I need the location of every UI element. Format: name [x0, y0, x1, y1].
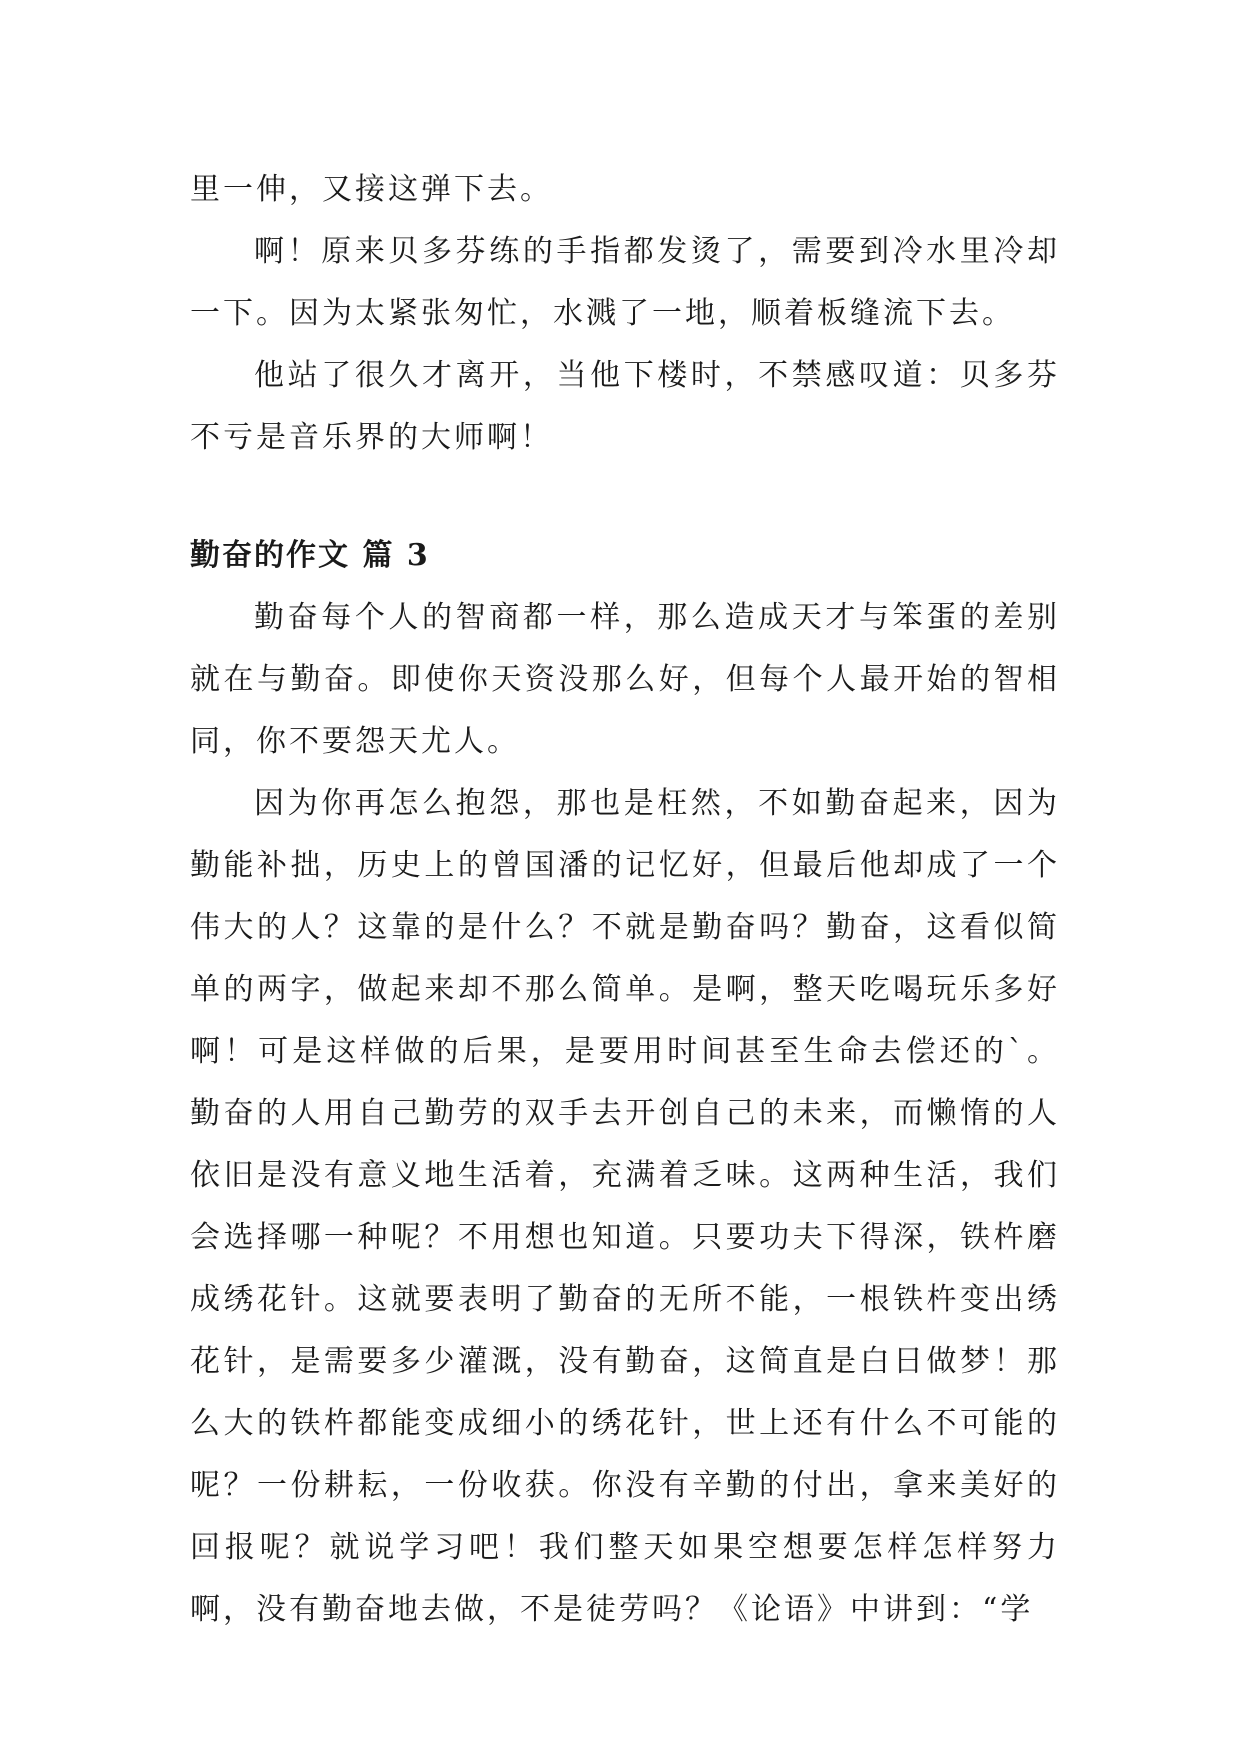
section-heading: 勤奋的作文 篇 3 — [190, 538, 430, 573]
paragraph: 啊！原来贝多芬练的手指都发烫了，需要到冷水里冷却一下。因为太紧张匆忙，水溅了一地，顺着板缝流下去。 — [190, 234, 1060, 331]
paragraph: 他站了很久才离开，当他下楼时，不禁感叹道：贝多芬不亏是音乐界的大师啊！ — [190, 358, 1060, 455]
paragraph: 因为你再怎么抱怨，那也是枉然，不如勤奋起来，因为勤能补拙，历史上的曾国潘的记忆好，但最后他却成了一个伟大的人？这靠的是什么？不就是勤奋吗？勤奋，这看似简单的两字，做起来却不那么简单。是啊，整天吃喝玩乐多好啊！可是这样做的后果，是要用时间甚至生命去偿还的`。勤奋的人用自己勤劳的双手去开创自己的未来，而懒惰的人依旧是没有意义地生活着，充满着乏味。这两种生活，我们会选择哪一种呢？不用想也知道。只要功夫下得深，铁杵磨成绣花针。这就要表明了勤奋的无所不能，一根铁杵变出绣花针，是需要多少灌溉，没有勤奋，这简直是白日做梦！那么大的铁杵都能变成细小的绣花针，世上还有什么不可能的呢？一份耕耘，一份收获。你没有辛勤的付出，拿来美好的回报呢？就说学习吧！我们整天如果空想要怎样怎样努力啊，没有勤奋地去做，不是徒劳吗？《论语》中讲到：“学 — [190, 786, 1060, 1627]
document-body — [190, 159, 1060, 1641]
section-spacer — [190, 469, 1060, 525]
paragraph: 勤奋每个人的智商都一样，那么造成天才与笨蛋的差别就在与勤奋。即使你天资没那么好，但每个人最开始的智相同，你不要怨天尤人。 — [190, 600, 1060, 759]
paragraph-continued: 里一伸，又接这弹下去。 — [190, 172, 553, 207]
